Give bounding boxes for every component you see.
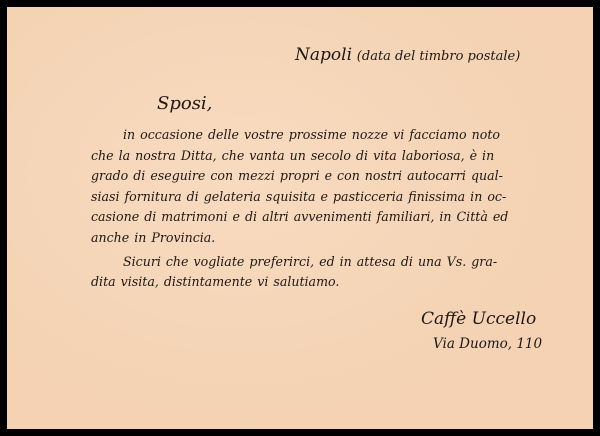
body-line: anche in Provincia. [91,229,216,245]
body-line: casione di matrimoni e di altri avvenimenti familiari, in Città ed [91,209,509,225]
body-line: in occasione delle vostre prossime nozze vi facciamo noto [123,127,500,142]
body-line: siasi fornitura di gelateria squisita e pasticceria finissima in oc- [91,188,507,204]
body-line: grado di eseguire con mezzi propri e con nostri autocarri qual- [91,168,503,184]
signature: Caffè Uccello [421,309,537,329]
body-line: che la nostra Ditta, che vanta un secolo di vita laboriosa, è in [91,147,495,163]
place-name: Napoli [295,45,353,65]
postcard [7,7,593,429]
salutation: Sposi, [157,93,213,114]
body-line: Sicuri che vogliate preferirci, ed in attesa di una Vs. gra- [123,253,498,269]
letter-body [91,125,551,293]
body-line: dita visita, distintamente vi salutiamo. [91,274,340,290]
address: Via Duomo, 110 [433,336,543,352]
place-note: (data del timbro postale) [356,49,521,64]
place-date-line [295,45,520,65]
